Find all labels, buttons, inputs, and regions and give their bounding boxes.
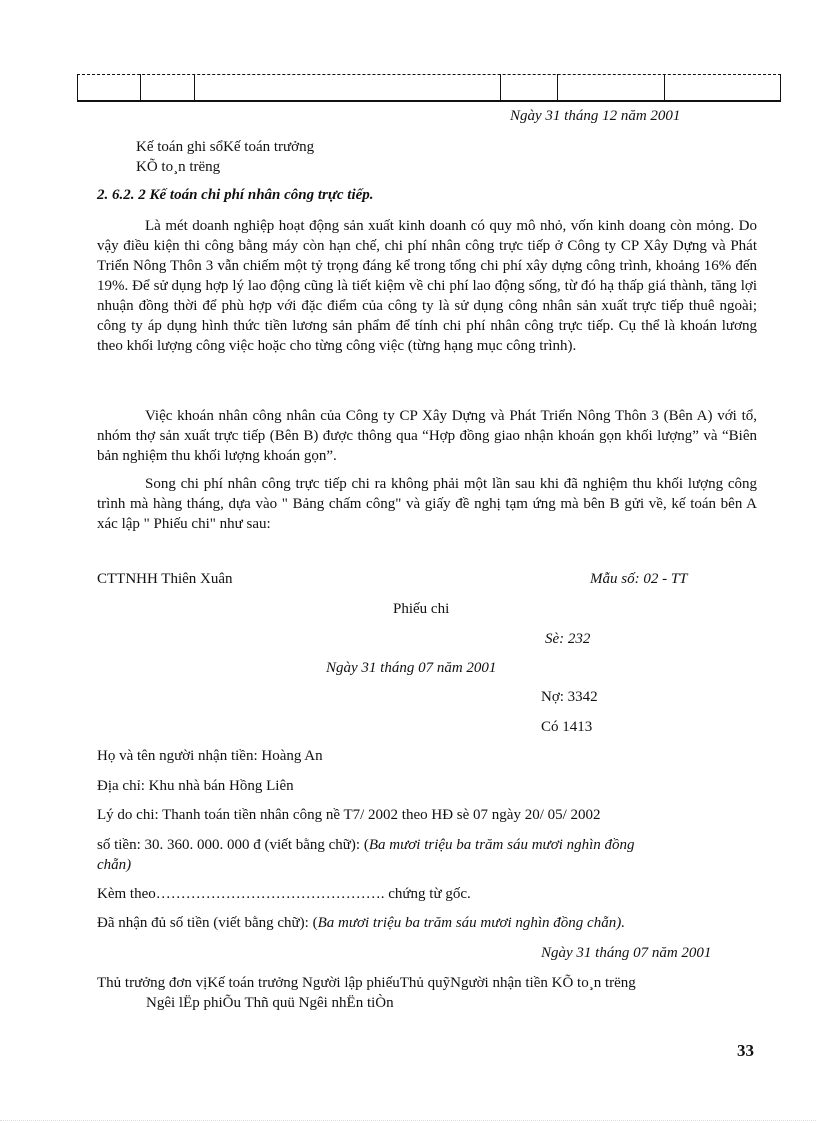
signing-date: Ngày 31 tháng 07 năm 2001 (541, 945, 712, 961)
table-dashed-row-line (77, 74, 781, 75)
paragraph-text: Việc khoán nhân công nhân của Công ty CP Xây Dựng và Phát Triển Nông Thôn 3 (Bên A) với tổ, nhóm thợ sản xuất trực tiếp (Bên B) được thông qua “Hợp đồng giao nhận khoán gọn khối lượng” và “Biên bản nghiệm thu khối lượng khoán gọn”. (97, 408, 757, 464)
paragraph-text: Là mét doanh nghiệp hoạt động sản xuất kinh doanh có quy mô nhỏ, vốn kinh doang còn mỏng. Do vậy điều kiện thi công bằng máy còn hạn chế, chi phí nhân công trực tiếp ở Công ty CP Xây Dựng và Phát Triển Nông Thôn 3 vẫn chiếm một tỷ trọng đáng kể trong tổng chi phí xây dựng công trình, khoảng 16% đến 19%. Để sử dụng hợp lý lao động cũng là tiết kiệm về chi phí lao động sống, từ đó hạ thấp giá thành, tăng lợi nhuận đồng thời để phù hợp với đặc điểm của công ty là sử dụng công nhân sản xuất trực tiếp thuê ngoài; công ty áp dụng hình thức tiền lương sản phẩm để tính chi phí nhân công trực tiếp. Cụ thể là khoán lương theo khối lượng công việc hoặc cho từng công việc (từng hạng mục công trình). (97, 218, 757, 354)
body-paragraph-2 (97, 406, 757, 466)
table-bottom-border (77, 100, 781, 102)
debit-account: Nợ: 3342 (541, 689, 598, 705)
table-col-divider (500, 74, 501, 102)
voucher-date: Ngày 31 tháng 07 năm 2001 (326, 660, 497, 676)
form-number: Mẫu số: 02 - TT (590, 571, 688, 587)
received-in-words: Ba mươi triệu ba trăm sáu mươi nghìn đồng chẵn). (317, 915, 625, 931)
table-col-divider (77, 74, 78, 102)
body-paragraph-3 (97, 474, 757, 534)
signature-labels-top: Kế toán ghi sổKế toán trưởng (136, 139, 315, 155)
page-bottom-edge (0, 1120, 816, 1121)
table-col-divider (194, 74, 195, 102)
signature-labels-garbled: Ngêi lËp phiÕu Thñ quü Ngêi nhËn tiÒn (146, 995, 394, 1011)
received-label: Đã nhận đủ số tiền (viết bằng chữ): ( (97, 915, 318, 931)
report-date: Ngày 31 tháng 12 năm 2001 (510, 108, 681, 124)
attached-documents: Kèm theo………………………………………. chứng từ gốc. (97, 886, 471, 902)
recipient-address: Địa chỉ: Khu nhà bán Hồng Liên (97, 778, 294, 794)
amount-line (97, 836, 635, 854)
ledger-table-bottom (77, 74, 781, 102)
amount-figure: số tiền: 30. 360. 000. 000 đ (viết bằng chữ): ( (97, 837, 369, 853)
page-number: 33 (737, 1041, 754, 1060)
credit-account: Có 1413 (541, 719, 593, 735)
table-col-divider (557, 74, 558, 102)
company-name: CTTNHH Thiên Xuân (97, 571, 233, 587)
table-col-divider (780, 74, 781, 102)
paragraph-text: Song chi phí nhân công trực tiếp chi ra không phải một lần sau khi đã nghiệm thu khối lượng công trình mà hàng tháng, dựa vào " Bảng chấm công" và giấy đề nghị tạm ứng mà bên B gửi về, kế toán bên A xác lập " Phiếu chi" như sau: (97, 476, 757, 532)
amount-in-words-cont: chẵn) (97, 857, 132, 873)
body-paragraph-1 (97, 216, 757, 356)
table-col-divider (140, 74, 141, 102)
recipient-name: Họ và tên người nhận tiền: Hoàng An (97, 748, 323, 764)
table-col-divider (664, 74, 665, 102)
signature-title-garbled: KÕ to¸n trëng (136, 159, 221, 175)
section-heading: 2. 6.2. 2 Kế toán chi phí nhân công trực tiếp. (97, 187, 374, 203)
amount-in-words: Ba mươi triệu ba trăm sáu mươi nghìn đồng (368, 837, 635, 853)
received-line (97, 914, 625, 932)
voucher-title: Phiếu chi (393, 601, 450, 617)
payment-reason: Lý do chi: Thanh toán tiền nhân công nề T7/ 2002 theo HĐ sè 07 ngày 20/ 05/ 2002 (97, 807, 601, 823)
voucher-number: Sè: 232 (545, 631, 591, 647)
signature-labels: Thủ trưởng đơn vịKế toán trưởng Người lập phiếuThủ quỹNgười nhận tiền KÕ to¸n trëng (97, 975, 636, 991)
